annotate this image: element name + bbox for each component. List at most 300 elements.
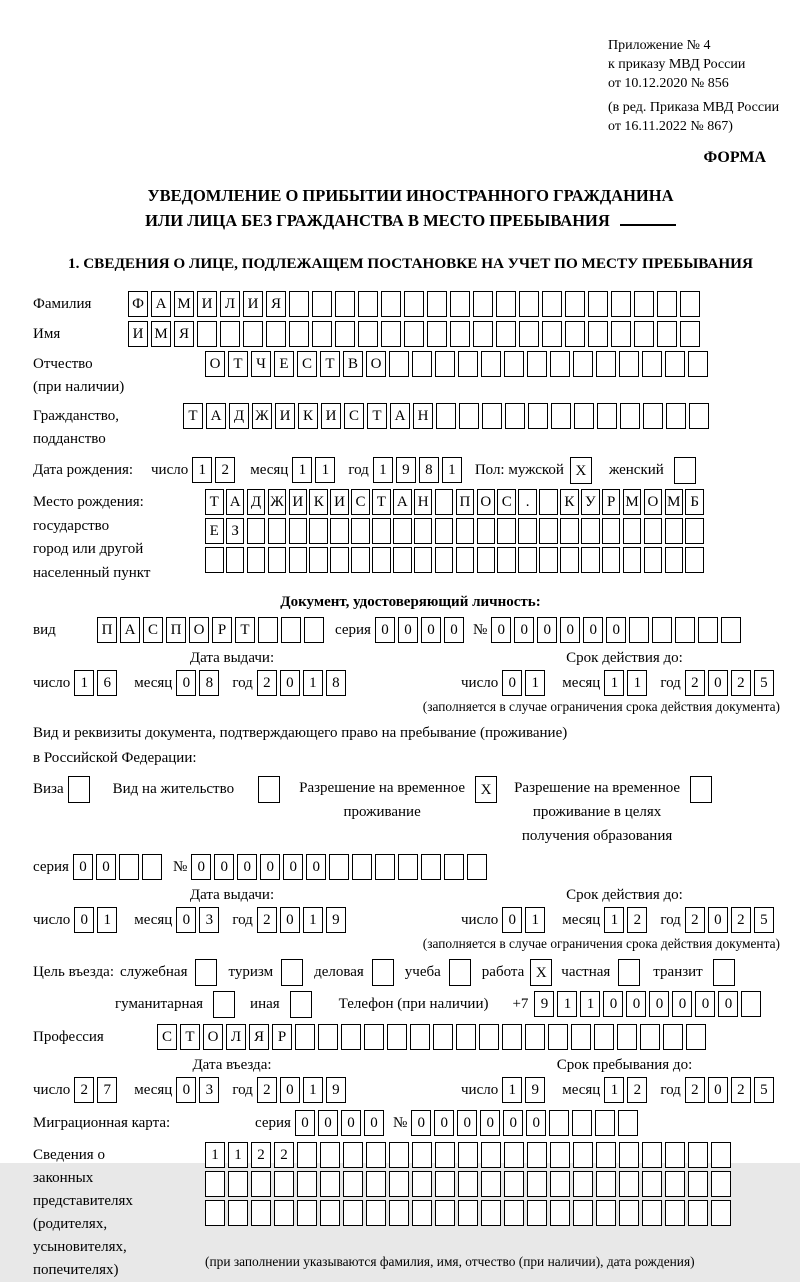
char-box[interactable] — [504, 351, 524, 377]
char-box[interactable]: 0 — [708, 670, 728, 696]
char-box[interactable] — [688, 1171, 708, 1197]
char-box[interactable]: X — [475, 776, 497, 803]
char-box[interactable] — [652, 617, 672, 643]
char-box[interactable] — [528, 403, 548, 429]
char-box[interactable]: С — [143, 617, 163, 643]
char-box[interactable] — [404, 291, 424, 317]
char-box[interactable] — [518, 518, 537, 544]
char-box[interactable] — [675, 617, 695, 643]
char-box[interactable] — [634, 291, 654, 317]
char-box[interactable] — [642, 1171, 662, 1197]
char-box[interactable] — [642, 351, 662, 377]
char-box[interactable]: 2 — [257, 1077, 277, 1103]
char-box[interactable]: 1 — [228, 1142, 248, 1168]
char-box[interactable] — [366, 1171, 386, 1197]
char-box[interactable]: Т — [228, 351, 248, 377]
char-box[interactable]: Ф — [128, 291, 148, 317]
char-box[interactable] — [619, 1171, 639, 1197]
char-box[interactable]: К — [309, 489, 328, 515]
char-box[interactable] — [539, 518, 558, 544]
char-box[interactable] — [665, 518, 684, 544]
char-box[interactable] — [309, 547, 328, 573]
char-box[interactable] — [519, 291, 539, 317]
char-box[interactable]: 0 — [649, 991, 669, 1017]
char-box[interactable] — [205, 1171, 225, 1197]
char-box[interactable]: О — [644, 489, 663, 515]
char-box[interactable] — [352, 854, 372, 880]
char-box[interactable] — [281, 959, 303, 986]
char-box[interactable] — [623, 547, 642, 573]
char-box[interactable] — [295, 1024, 315, 1050]
char-box[interactable]: С — [297, 351, 317, 377]
char-box[interactable]: 0 — [237, 854, 257, 880]
char-box[interactable]: 3 — [199, 1077, 219, 1103]
char-box[interactable]: С — [497, 489, 516, 515]
char-box[interactable]: Р — [212, 617, 232, 643]
char-box[interactable]: 0 — [708, 1077, 728, 1103]
char-box[interactable] — [711, 1200, 731, 1226]
char-box[interactable] — [414, 518, 433, 544]
char-box[interactable]: 9 — [534, 991, 554, 1017]
char-box[interactable]: С — [157, 1024, 177, 1050]
char-box[interactable]: Я — [174, 321, 194, 347]
char-box[interactable] — [435, 547, 454, 573]
char-box[interactable] — [519, 321, 539, 347]
char-box[interactable] — [619, 1142, 639, 1168]
char-box[interactable] — [320, 1142, 340, 1168]
char-box[interactable]: Т — [180, 1024, 200, 1050]
char-box[interactable]: Я — [249, 1024, 269, 1050]
char-box[interactable]: 1 — [315, 457, 335, 483]
char-box[interactable] — [312, 321, 332, 347]
char-box[interactable]: И — [243, 291, 263, 317]
char-box[interactable]: 1 — [525, 670, 545, 696]
char-box[interactable]: 0 — [364, 1110, 384, 1136]
char-box[interactable]: 9 — [326, 907, 346, 933]
char-box[interactable]: 2 — [627, 907, 647, 933]
char-box[interactable]: X — [530, 959, 552, 986]
char-box[interactable]: 0 — [626, 991, 646, 1017]
char-box[interactable] — [619, 351, 639, 377]
char-box[interactable] — [665, 1142, 685, 1168]
char-box[interactable] — [688, 351, 708, 377]
char-box[interactable]: Т — [320, 351, 340, 377]
char-box[interactable] — [665, 1171, 685, 1197]
char-box[interactable] — [435, 1142, 455, 1168]
char-box[interactable] — [539, 547, 558, 573]
char-box[interactable] — [642, 1142, 662, 1168]
char-box[interactable] — [473, 321, 493, 347]
char-box[interactable] — [663, 1024, 683, 1050]
char-box[interactable] — [644, 547, 663, 573]
char-box[interactable] — [335, 291, 355, 317]
char-box[interactable] — [504, 1171, 524, 1197]
char-box[interactable]: 8 — [419, 457, 439, 483]
char-box[interactable]: О — [203, 1024, 223, 1050]
char-box[interactable]: П — [166, 617, 186, 643]
char-box[interactable] — [435, 1200, 455, 1226]
char-box[interactable]: Р — [272, 1024, 292, 1050]
char-box[interactable] — [412, 1171, 432, 1197]
char-box[interactable] — [574, 403, 594, 429]
char-box[interactable]: 0 — [295, 1110, 315, 1136]
char-box[interactable] — [247, 518, 266, 544]
char-box[interactable] — [372, 547, 391, 573]
char-box[interactable] — [527, 1171, 547, 1197]
char-box[interactable] — [572, 1110, 592, 1136]
char-box[interactable] — [611, 291, 631, 317]
char-box[interactable] — [542, 321, 562, 347]
char-box[interactable] — [713, 959, 735, 986]
char-box[interactable]: 0 — [502, 670, 522, 696]
char-box[interactable] — [393, 547, 412, 573]
char-box[interactable]: Е — [274, 351, 294, 377]
char-box[interactable] — [573, 351, 593, 377]
char-box[interactable]: 1 — [604, 670, 624, 696]
char-box[interactable] — [289, 518, 308, 544]
char-box[interactable] — [481, 1171, 501, 1197]
char-box[interactable]: 2 — [274, 1142, 294, 1168]
char-box[interactable]: 1 — [205, 1142, 225, 1168]
char-box[interactable]: А — [390, 403, 410, 429]
char-box[interactable] — [550, 1171, 570, 1197]
char-box[interactable]: 0 — [73, 854, 93, 880]
char-box[interactable] — [205, 547, 224, 573]
char-box[interactable]: А — [120, 617, 140, 643]
char-box[interactable] — [549, 1110, 569, 1136]
char-box[interactable]: А — [226, 489, 245, 515]
char-box[interactable]: 2 — [257, 670, 277, 696]
char-box[interactable]: 0 — [318, 1110, 338, 1136]
char-box[interactable]: 9 — [396, 457, 416, 483]
char-box[interactable] — [542, 291, 562, 317]
char-box[interactable]: 0 — [457, 1110, 477, 1136]
char-box[interactable]: 1 — [557, 991, 577, 1017]
char-box[interactable]: Р — [602, 489, 621, 515]
char-box[interactable] — [527, 1200, 547, 1226]
char-box[interactable] — [404, 321, 424, 347]
char-box[interactable]: 2 — [627, 1077, 647, 1103]
char-box[interactable]: 0 — [176, 670, 196, 696]
char-box[interactable] — [594, 1024, 614, 1050]
char-box[interactable] — [657, 291, 677, 317]
char-box[interactable] — [119, 854, 139, 880]
char-box[interactable]: Д — [247, 489, 266, 515]
char-box[interactable]: 1 — [303, 670, 323, 696]
char-box[interactable] — [741, 991, 761, 1017]
char-box[interactable] — [226, 547, 245, 573]
char-box[interactable] — [312, 291, 332, 317]
char-box[interactable]: Д — [229, 403, 249, 429]
char-box[interactable] — [690, 776, 712, 803]
char-box[interactable] — [289, 321, 309, 347]
char-box[interactable] — [467, 854, 487, 880]
char-box[interactable] — [539, 489, 558, 515]
char-box[interactable]: 0 — [280, 670, 300, 696]
char-box[interactable] — [481, 1142, 501, 1168]
char-box[interactable]: 1 — [525, 907, 545, 933]
char-box[interactable]: 1 — [74, 670, 94, 696]
char-box[interactable] — [548, 1024, 568, 1050]
char-box[interactable]: 1 — [303, 907, 323, 933]
char-box[interactable] — [412, 351, 432, 377]
char-box[interactable]: 0 — [260, 854, 280, 880]
char-box[interactable] — [351, 518, 370, 544]
char-box[interactable] — [410, 1024, 430, 1050]
char-box[interactable] — [496, 321, 516, 347]
char-box[interactable]: 5 — [754, 670, 774, 696]
char-box[interactable] — [711, 1171, 731, 1197]
char-box[interactable]: 2 — [257, 907, 277, 933]
char-box[interactable] — [620, 403, 640, 429]
char-box[interactable]: И — [275, 403, 295, 429]
char-box[interactable]: 0 — [280, 1077, 300, 1103]
char-box[interactable]: 0 — [214, 854, 234, 880]
char-box[interactable] — [435, 489, 454, 515]
char-box[interactable]: 2 — [74, 1077, 94, 1103]
char-box[interactable] — [550, 351, 570, 377]
char-box[interactable] — [329, 854, 349, 880]
char-box[interactable] — [611, 321, 631, 347]
char-box[interactable]: Т — [183, 403, 203, 429]
char-box[interactable]: 0 — [502, 907, 522, 933]
char-box[interactable]: X — [570, 457, 592, 484]
char-box[interactable] — [477, 518, 496, 544]
char-box[interactable] — [389, 1200, 409, 1226]
char-box[interactable]: 0 — [421, 617, 441, 643]
char-box[interactable] — [228, 1171, 248, 1197]
char-box[interactable] — [343, 1200, 363, 1226]
char-box[interactable] — [721, 617, 741, 643]
char-box[interactable]: 0 — [341, 1110, 361, 1136]
char-box[interactable] — [551, 403, 571, 429]
char-box[interactable] — [477, 547, 496, 573]
char-box[interactable]: 1 — [97, 907, 117, 933]
char-box[interactable]: 0 — [96, 854, 116, 880]
char-box[interactable] — [685, 547, 704, 573]
char-box[interactable]: М — [623, 489, 642, 515]
char-box[interactable] — [504, 1200, 524, 1226]
char-box[interactable]: И — [197, 291, 217, 317]
char-box[interactable] — [289, 547, 308, 573]
char-box[interactable]: 0 — [503, 1110, 523, 1136]
char-box[interactable] — [527, 351, 547, 377]
char-box[interactable]: О — [205, 351, 225, 377]
char-box[interactable] — [289, 291, 309, 317]
char-box[interactable] — [341, 1024, 361, 1050]
char-box[interactable] — [381, 291, 401, 317]
char-box[interactable] — [573, 1171, 593, 1197]
char-box[interactable]: 0 — [398, 617, 418, 643]
char-box[interactable] — [458, 1171, 478, 1197]
char-box[interactable]: 9 — [525, 1077, 545, 1103]
char-box[interactable] — [595, 1110, 615, 1136]
char-box[interactable] — [366, 1200, 386, 1226]
char-box[interactable]: 0 — [191, 854, 211, 880]
char-box[interactable]: 2 — [685, 907, 705, 933]
char-box[interactable]: 0 — [306, 854, 326, 880]
char-box[interactable] — [657, 321, 677, 347]
char-box[interactable]: 0 — [603, 991, 623, 1017]
char-box[interactable]: Т — [367, 403, 387, 429]
char-box[interactable] — [268, 518, 287, 544]
char-box[interactable] — [433, 1024, 453, 1050]
char-box[interactable]: Ж — [252, 403, 272, 429]
char-box[interactable] — [247, 547, 266, 573]
char-box[interactable] — [617, 1024, 637, 1050]
char-box[interactable] — [335, 321, 355, 347]
char-box[interactable] — [688, 1142, 708, 1168]
char-box[interactable]: Т — [235, 617, 255, 643]
char-box[interactable] — [220, 321, 240, 347]
char-box[interactable] — [195, 959, 217, 986]
char-box[interactable]: П — [97, 617, 117, 643]
char-box[interactable] — [688, 1200, 708, 1226]
char-box[interactable]: 1 — [292, 457, 312, 483]
char-box[interactable] — [450, 321, 470, 347]
char-box[interactable]: 0 — [434, 1110, 454, 1136]
char-box[interactable] — [372, 518, 391, 544]
char-box[interactable] — [398, 854, 418, 880]
char-box[interactable] — [640, 1024, 660, 1050]
char-box[interactable] — [482, 403, 502, 429]
char-box[interactable]: 0 — [283, 854, 303, 880]
char-box[interactable] — [565, 321, 585, 347]
char-box[interactable]: К — [560, 489, 579, 515]
char-box[interactable] — [435, 518, 454, 544]
char-box[interactable]: 0 — [606, 617, 626, 643]
char-box[interactable] — [473, 291, 493, 317]
char-box[interactable]: 0 — [718, 991, 738, 1017]
char-box[interactable]: 0 — [583, 617, 603, 643]
char-box[interactable] — [393, 518, 412, 544]
char-box[interactable]: В — [343, 351, 363, 377]
char-box[interactable] — [458, 351, 478, 377]
char-box[interactable] — [456, 1024, 476, 1050]
char-box[interactable]: О — [477, 489, 496, 515]
char-box[interactable] — [505, 403, 525, 429]
char-box[interactable] — [387, 1024, 407, 1050]
char-box[interactable] — [243, 321, 263, 347]
char-box[interactable]: Н — [413, 403, 433, 429]
char-box[interactable] — [266, 321, 286, 347]
char-box[interactable] — [358, 321, 378, 347]
char-box[interactable]: Л — [220, 291, 240, 317]
char-box[interactable] — [689, 403, 709, 429]
char-box[interactable] — [358, 291, 378, 317]
char-box[interactable] — [274, 1200, 294, 1226]
char-box[interactable]: 0 — [176, 907, 196, 933]
char-box[interactable]: 0 — [176, 1077, 196, 1103]
char-box[interactable]: У — [581, 489, 600, 515]
char-box[interactable] — [297, 1171, 317, 1197]
char-box[interactable]: О — [366, 351, 386, 377]
char-box[interactable]: И — [289, 489, 308, 515]
char-box[interactable] — [581, 518, 600, 544]
char-box[interactable] — [197, 321, 217, 347]
char-box[interactable] — [435, 1171, 455, 1197]
char-box[interactable] — [571, 1024, 591, 1050]
char-box[interactable]: 1 — [502, 1077, 522, 1103]
char-box[interactable] — [497, 518, 516, 544]
char-box[interactable]: 1 — [604, 907, 624, 933]
char-box[interactable] — [698, 617, 718, 643]
char-box[interactable] — [618, 959, 640, 986]
char-box[interactable]: П — [456, 489, 475, 515]
char-box[interactable]: И — [321, 403, 341, 429]
char-box[interactable] — [479, 1024, 499, 1050]
char-box[interactable]: И — [128, 321, 148, 347]
char-box[interactable] — [444, 854, 464, 880]
char-box[interactable]: 0 — [560, 617, 580, 643]
char-box[interactable]: 2 — [215, 457, 235, 483]
char-box[interactable] — [602, 547, 621, 573]
char-box[interactable] — [685, 518, 704, 544]
char-box[interactable]: 8 — [199, 670, 219, 696]
char-box[interactable] — [68, 776, 90, 803]
char-box[interactable] — [412, 1142, 432, 1168]
char-box[interactable] — [481, 1200, 501, 1226]
char-box[interactable] — [251, 1200, 271, 1226]
char-box[interactable] — [588, 291, 608, 317]
char-box[interactable]: А — [206, 403, 226, 429]
char-box[interactable] — [436, 403, 456, 429]
char-box[interactable] — [251, 1171, 271, 1197]
char-box[interactable] — [459, 403, 479, 429]
char-box[interactable]: Т — [205, 489, 224, 515]
char-box[interactable]: 0 — [708, 907, 728, 933]
char-box[interactable]: 8 — [326, 670, 346, 696]
char-box[interactable] — [375, 854, 395, 880]
char-box[interactable] — [213, 991, 235, 1018]
char-box[interactable]: 0 — [444, 617, 464, 643]
char-box[interactable]: 2 — [731, 670, 751, 696]
char-box[interactable] — [680, 291, 700, 317]
char-box[interactable] — [318, 1024, 338, 1050]
char-box[interactable]: С — [344, 403, 364, 429]
char-box[interactable] — [366, 1142, 386, 1168]
char-box[interactable] — [205, 1200, 225, 1226]
char-box[interactable] — [634, 321, 654, 347]
char-box[interactable]: 5 — [754, 907, 774, 933]
char-box[interactable]: М — [665, 489, 684, 515]
char-box[interactable] — [711, 1142, 731, 1168]
char-box[interactable] — [351, 547, 370, 573]
char-box[interactable] — [389, 1142, 409, 1168]
char-box[interactable] — [643, 403, 663, 429]
char-box[interactable] — [525, 1024, 545, 1050]
char-box[interactable] — [421, 854, 441, 880]
char-box[interactable]: М — [151, 321, 171, 347]
char-box[interactable] — [502, 1024, 522, 1050]
char-box[interactable] — [573, 1142, 593, 1168]
char-box[interactable] — [596, 351, 616, 377]
char-box[interactable] — [309, 518, 328, 544]
char-box[interactable] — [573, 1200, 593, 1226]
char-box[interactable] — [596, 1171, 616, 1197]
char-box[interactable]: 9 — [326, 1077, 346, 1103]
char-box[interactable] — [504, 1142, 524, 1168]
char-box[interactable] — [228, 1200, 248, 1226]
char-box[interactable] — [619, 1200, 639, 1226]
char-box[interactable] — [449, 959, 471, 986]
char-box[interactable] — [665, 351, 685, 377]
char-box[interactable]: Л — [226, 1024, 246, 1050]
char-box[interactable]: 2 — [731, 907, 751, 933]
char-box[interactable]: Ж — [268, 489, 287, 515]
char-box[interactable]: И — [330, 489, 349, 515]
char-box[interactable]: 1 — [442, 457, 462, 483]
